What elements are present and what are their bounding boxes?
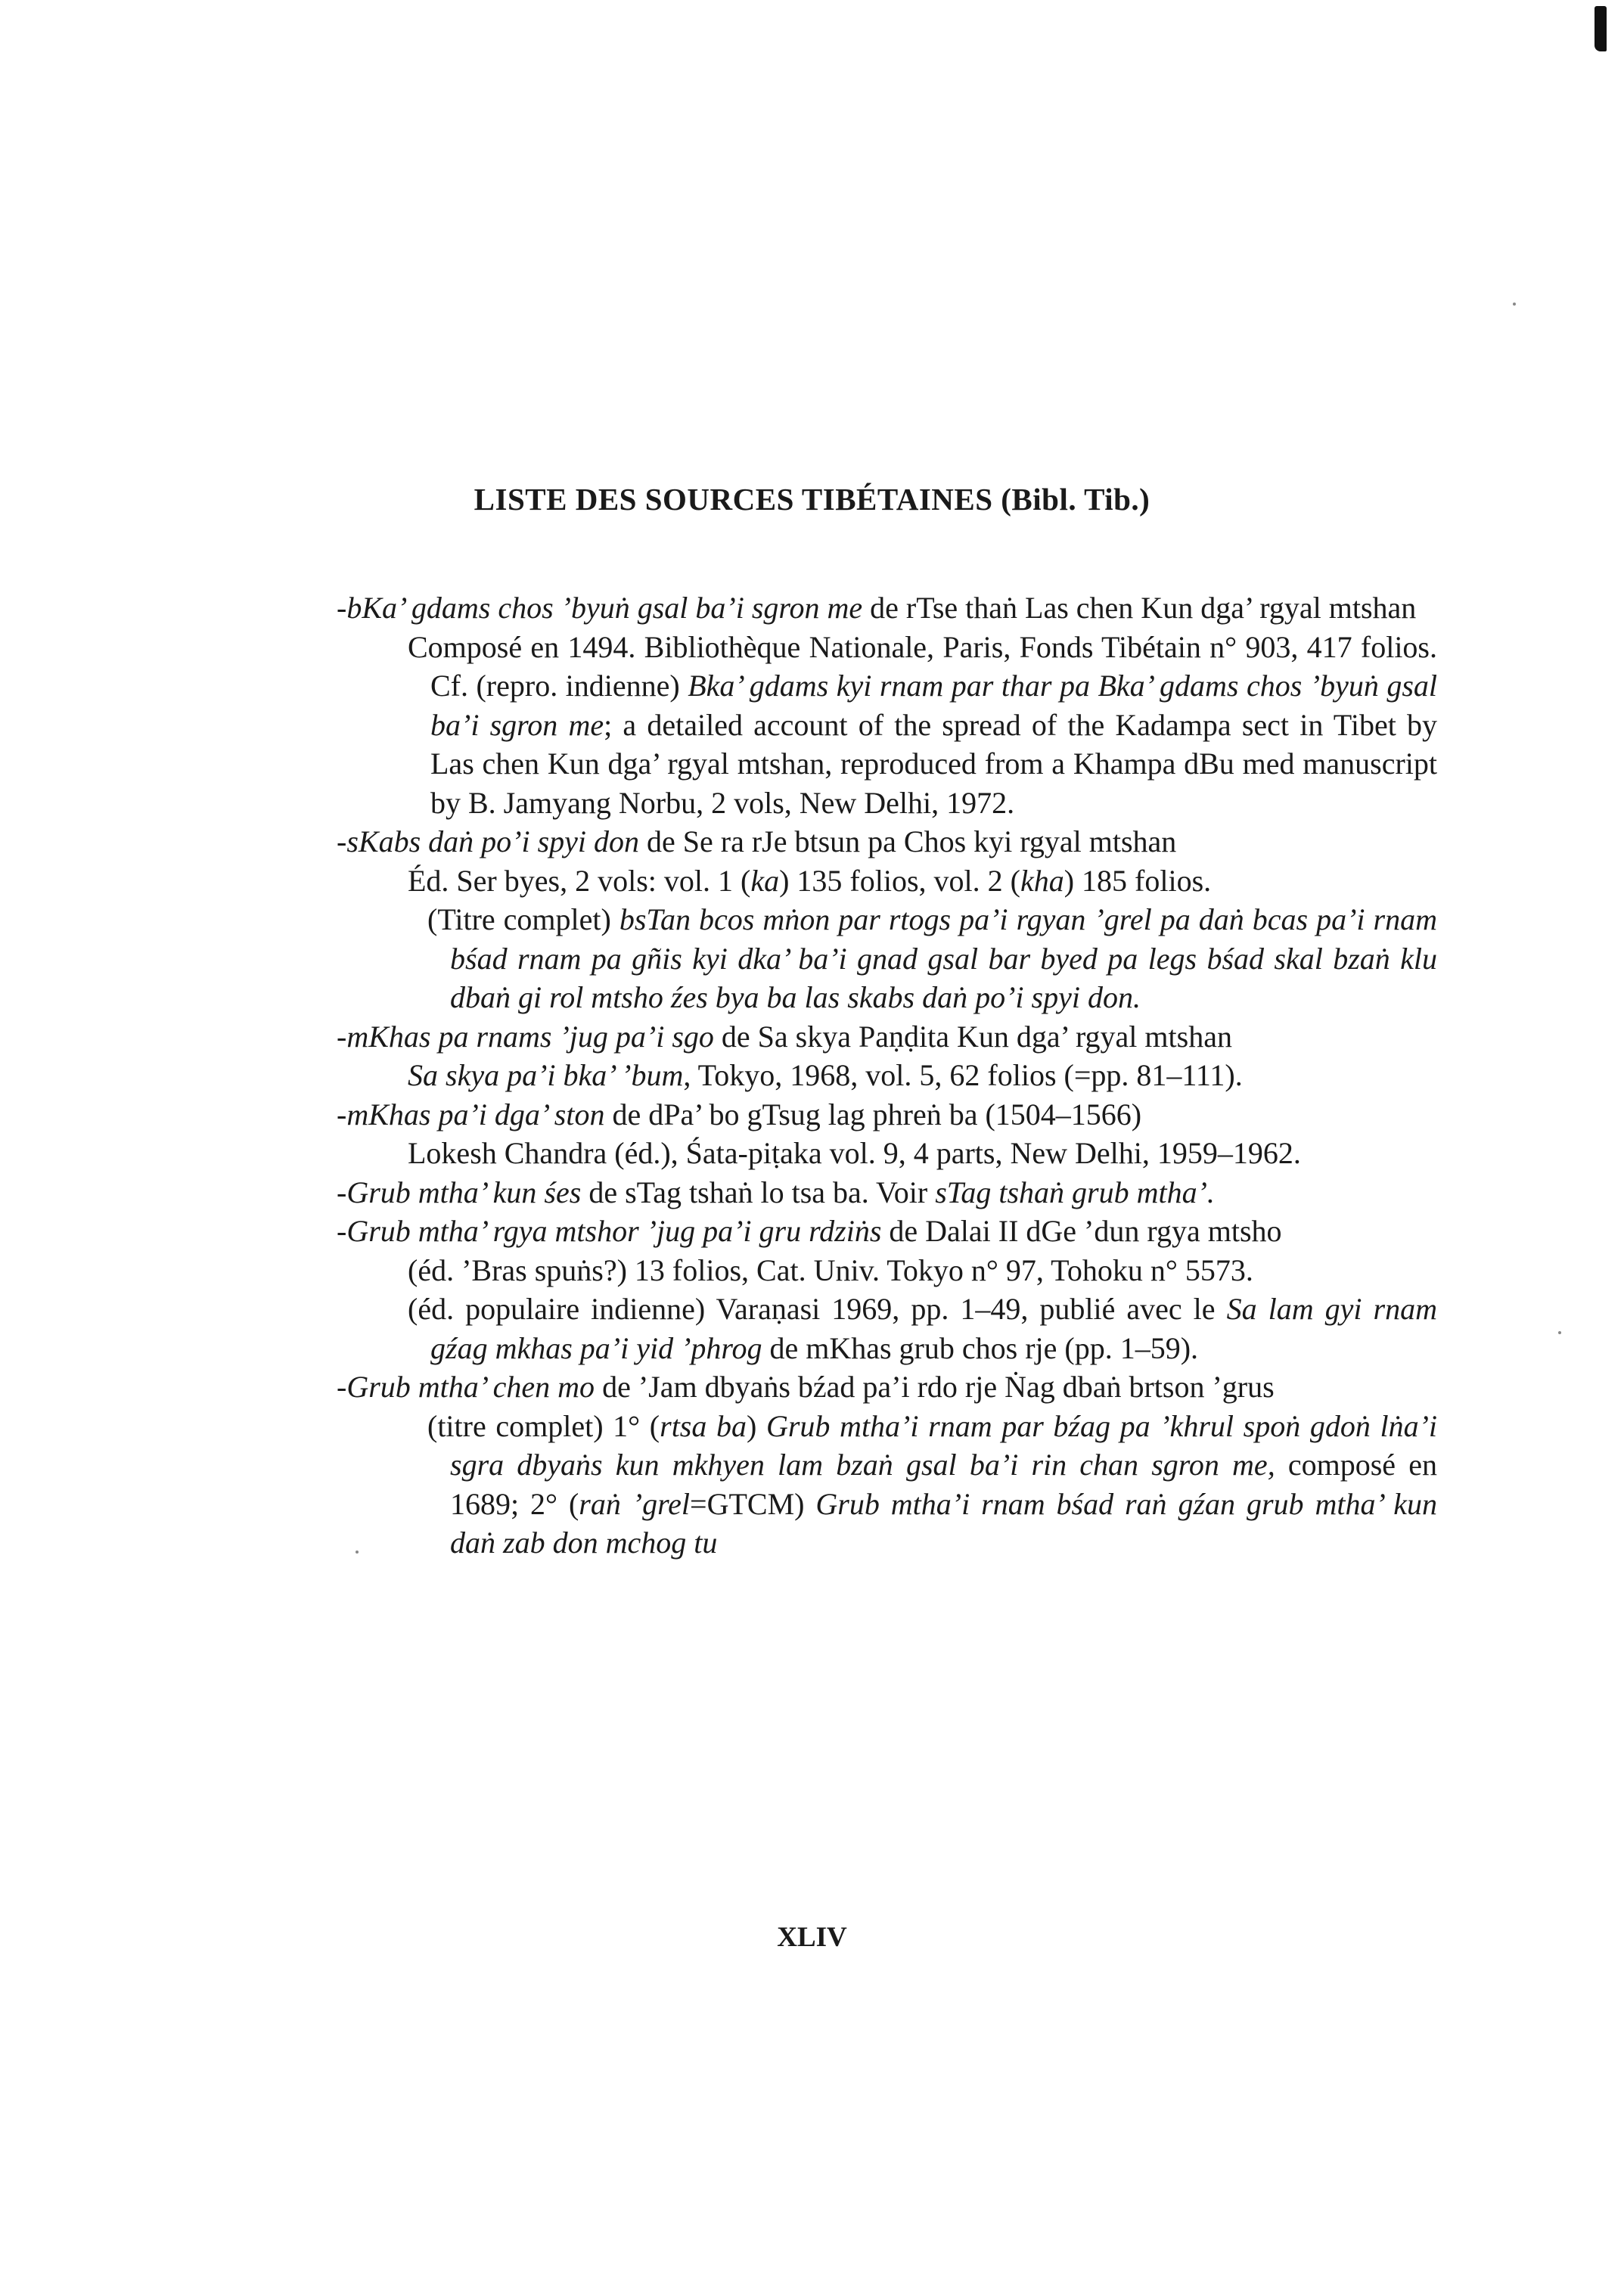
entry-title: -Grub mtha’ rgya mtshor ’jug pa’i gru rdziṅs [337, 1214, 882, 1248]
detail-italic: Grub mtha’i rnam bśad raṅ gźan grub mtha’ kun daṅ zab don mchog tu [450, 1486, 1437, 1560]
bibliography-entry [337, 1095, 1437, 1135]
bibliography-list [337, 588, 1437, 1563]
entry-author: de Sa skya Paṇḍita Kun dga’ rgyal mtshan [713, 1019, 1232, 1054]
bibliography-entry [337, 1212, 1437, 1251]
entry-author: de Se ra rJe btsun pa Chos kyi rgyal mtshan [639, 824, 1177, 858]
entry-title: -Grub mtha’ kun śes [337, 1175, 582, 1209]
entry-title: -bKa’ gdams chos ’byuṅ gsal ba’i sgron me [337, 591, 863, 625]
entry-cross-reference: sTag tshaṅ grub mtha’. [935, 1175, 1215, 1209]
detail-italic: rtsa ba [660, 1408, 747, 1443]
page-number: XLIV [777, 1922, 847, 1953]
page-title: LISTE DES SOURCES TIBÉTAINES (Bibl. Tib.) [474, 482, 1150, 517]
entry-author: de dPa’ bo gTsug lag phreṅ ba (1504–1566) [604, 1097, 1142, 1131]
entry-title: -Grub mtha’ chen mo [337, 1370, 595, 1404]
bibliography-entry [337, 822, 1437, 861]
detail-text: Éd. Ser byes, 2 vols: vol. 1 ( [408, 863, 751, 898]
entry-author: de sTag tshaṅ lo tsa ba. Voir [581, 1175, 936, 1209]
entry-detail [337, 1056, 1437, 1095]
entry-title: -sKabs daṅ po’i spyi don [337, 824, 639, 858]
detail-italic: ka [750, 863, 780, 898]
entry-detail [337, 900, 1437, 1017]
entry-title: -mKhas pa rnams ’jug pa’i sgo [337, 1019, 714, 1054]
detail-text: (éd. populaire indienne) Varaṇasi 1969, pp. 1–49, publié avec le [408, 1292, 1227, 1326]
detail-text: Lokesh Chandra (éd.), Śata-piṭaka vol. 9, 4 parts, New Delhi, 1959–1962. [408, 1136, 1301, 1170]
detail-text: Composé en 1494. Bibliothèque Nationale, Paris, Fonds Tibétain n° 903, 417 folios. Cf. (repro. indienne) [408, 629, 1437, 703]
entry-detail [337, 1134, 1437, 1173]
bibliography-entry [337, 1017, 1437, 1057]
detail-text: composé en 1689; 2° ( [450, 1448, 1437, 1521]
bibliography-entry [337, 1173, 1437, 1212]
bibliography-entry [337, 588, 1437, 628]
detail-text: ) 185 folios. [1064, 863, 1212, 898]
detail-text: (Titre complet) [427, 902, 619, 936]
entry-title: -mKhas pa’i dga’ ston [337, 1097, 605, 1131]
detail-italic: bsTan bcos mṅon par rtogs pa’i rgyan ’grel pa daṅ bcas pa’i rnam bśad rnam pa gñis kyi dka’ ba’i gnad gsal bar byed pa legs bśad skal bzaṅ klu dbaṅ gi rol mtsho źes bya ba las skabs daṅ po’i spyi don. [450, 902, 1437, 1014]
detail-italic: Bka’ gdams kyi rnam par thar pa Bka’ gdams chos ’byuṅ gsal ba’i sgron me [430, 669, 1437, 742]
entry-detail [337, 861, 1437, 901]
detail-text: ) [747, 1408, 766, 1443]
detail-italic: raṅ ’grel [579, 1486, 691, 1521]
entry-author: de ’Jam dbyaṅs bźad pa’i rdo rje Ṅag dbaṅ brtson ’grus [595, 1370, 1275, 1404]
scan-speck [1558, 1331, 1561, 1334]
scan-speck [1513, 303, 1516, 306]
entry-author: de rTse thaṅ Las chen Kun dga’ rgyal mtshan [862, 591, 1417, 625]
detail-italic: Sa skya pa’i bka’ ’bum [408, 1058, 684, 1092]
entry-detail [337, 1290, 1437, 1367]
detail-text: (éd. ’Bras spuṅs?) 13 folios, Cat. Univ. Tokyo n° 97, Tohoku n° 5573. [408, 1253, 1253, 1287]
detail-text: =GTCM) [690, 1486, 816, 1521]
detail-text: ; a detailed account of the spread of the Kadampa sect in Tibet by Las chen Kun dga’ rgyal mtshan, reproduced from a Khampa dBu med manuscript by B. Jamyang Norbu, 2 vols, New Delhi, 1972. [430, 707, 1437, 820]
entry-detail [337, 628, 1437, 823]
detail-text: , Tokyo, 1968, vol. 5, 62 folios (=pp. 81–111). [683, 1058, 1243, 1092]
entry-detail [337, 1251, 1437, 1290]
bibliography-entry [337, 1367, 1437, 1407]
detail-text: ) 135 folios, vol. 2 ( [779, 863, 1020, 898]
detail-italic: kha [1020, 863, 1064, 898]
detail-italic: Sa lam gyi rnam gźag mkhas pa’i yid ’phrog [430, 1292, 1437, 1365]
entry-author: de Dalai II dGe ’dun rgya mtsho [881, 1214, 1282, 1248]
detail-text: (titre complet) 1° ( [427, 1408, 660, 1443]
detail-text: de mKhas grub chos rje (pp. 1–59). [762, 1330, 1199, 1365]
entry-detail [337, 1407, 1437, 1563]
scan-corner-mark [1595, 6, 1607, 51]
detail-italic: Grub mtha’i rnam par bźag pa ’khrul spoṅ gdoṅ lṅa’i sgra dbyaṅs kun mkhyen lam bzaṅ gsal ba’i rin chan sgron me, [450, 1408, 1438, 1482]
